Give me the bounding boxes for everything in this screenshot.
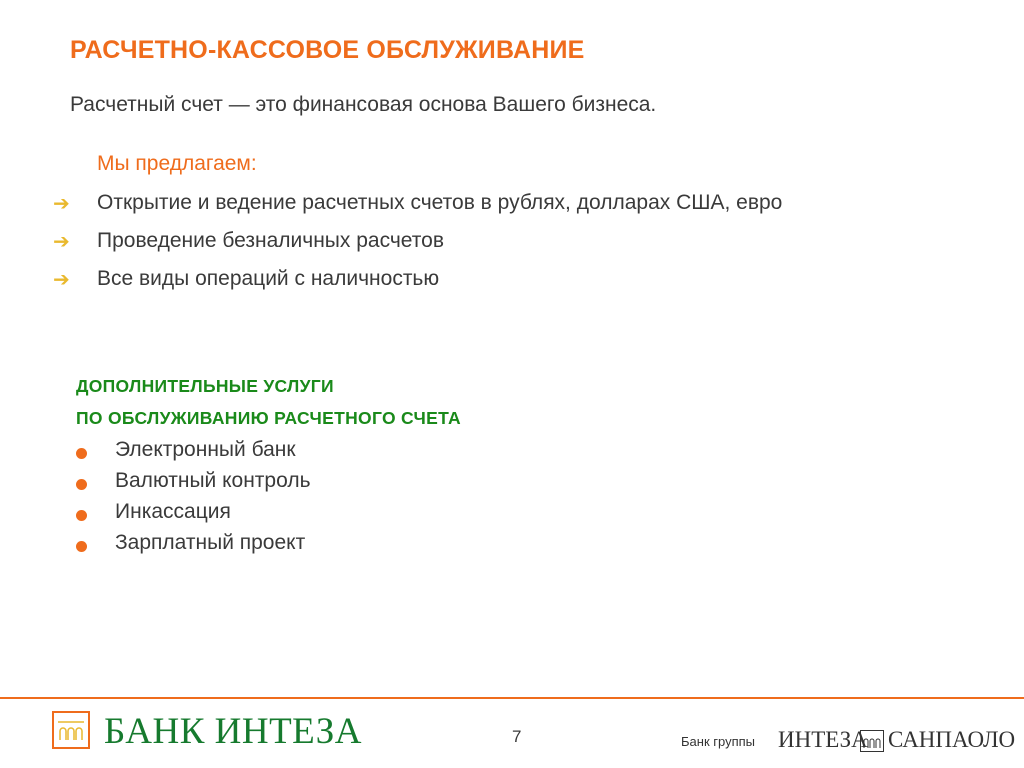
page-title: РАСЧЕТНО-КАССОВОЕ ОБСЛУЖИВАНИЕ [70,36,585,64]
arrow-right-icon: ➔ [53,231,70,253]
orange-dot-icon [76,510,87,521]
arrow-right-icon: ➔ [53,269,70,291]
offer-item-text: Все виды операций с наличностью [97,267,440,290]
arrow-right-icon: ➔ [53,193,70,215]
arches-logo-icon [52,711,90,749]
offer-label: Мы предлагаем: [97,152,257,175]
service-item [76,498,311,529]
offer-item [48,226,782,264]
additional-services-title-line2: ПО ОБСЛУЖИВАНИЮ РАСЧЕТНОГО СЧЕТА [76,408,461,428]
group-logo-left: ИНТЕЗА [778,727,868,752]
subtitle: Расчетный счет — это финансовая основа Вашего бизнеса. [70,93,657,116]
offer-item-text: Открытие и ведение расчетных счетов в рублях, долларах США, евро [97,191,783,214]
service-item-text: Инкассация [115,500,231,523]
group-logo-right: САНПАОЛО [888,727,1016,752]
offer-item-text: Проведение безналичных расчетов [97,229,444,252]
group-label: Банк группы [681,734,755,749]
offer-item [48,188,782,226]
additional-services-title-line1: ДОПОЛНИТЕЛЬНЫЕ УСЛУГИ [76,376,334,396]
additional-services-list [76,436,311,560]
page-number: 7 [512,727,522,746]
arches-emblem-icon [860,730,884,752]
service-item [76,529,311,560]
orange-dot-icon [76,448,87,459]
footer-divider [0,697,1024,699]
service-item-text: Зарплатный проект [115,531,306,554]
offer-item [48,264,782,302]
service-item [76,436,311,467]
bank-logo-text: БАНК ИНТЕЗА [104,711,362,752]
service-item-text: Валютный контроль [115,469,311,492]
service-item [76,467,311,498]
service-item-text: Электронный банк [115,438,296,461]
offer-list [48,188,782,302]
orange-dot-icon [76,479,87,490]
orange-dot-icon [76,541,87,552]
